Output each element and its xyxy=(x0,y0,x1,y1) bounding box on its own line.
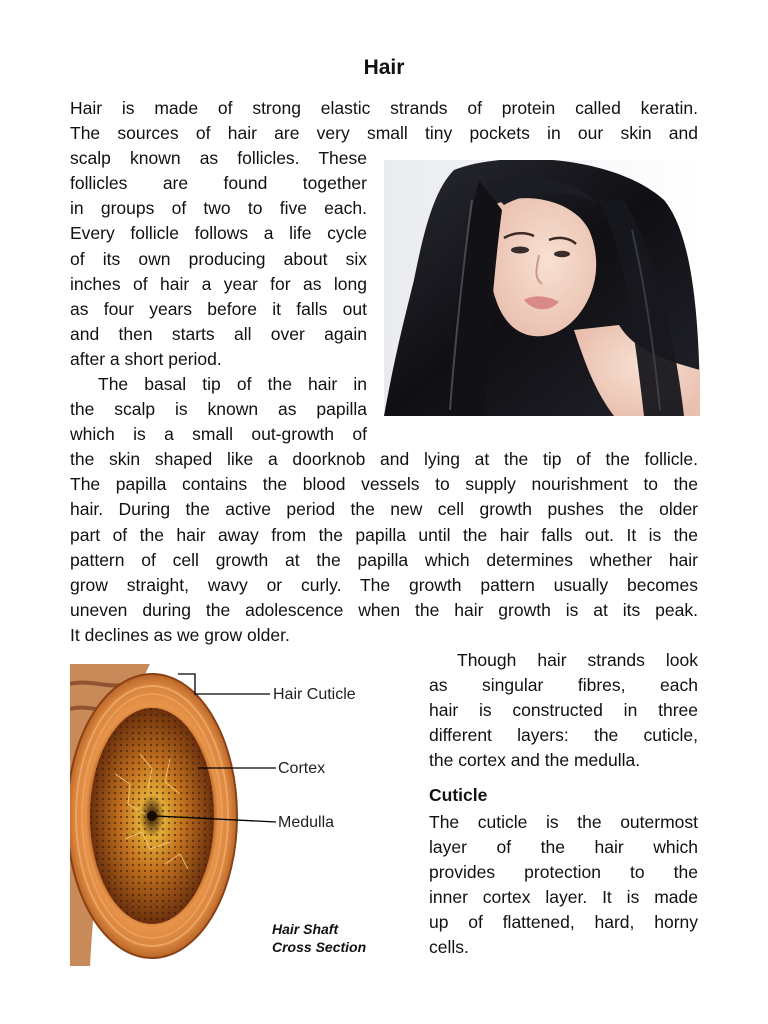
medulla-core xyxy=(147,811,157,821)
label-medulla: Medulla xyxy=(278,814,335,831)
text-line: after a short period. xyxy=(70,348,222,369)
layers-paragraph xyxy=(429,648,698,773)
label-hair-cuticle: Hair Cuticle xyxy=(273,686,356,703)
text-line: It declines as we grow older. xyxy=(70,624,290,645)
text-line: inches of hair a year for as long xyxy=(70,273,367,294)
text-line: different layers: the cuticle, xyxy=(429,725,698,746)
text-line: hair is constructed in three xyxy=(429,700,698,721)
text-line: the cortex and the medulla. xyxy=(429,750,641,771)
text-line: The cuticle is the outermost xyxy=(429,812,698,832)
text-line: cells. xyxy=(429,937,469,958)
text-line: Hair is made of strong elastic strands of protein called keratin. xyxy=(70,98,698,118)
text-line: follicles are found together xyxy=(70,173,367,194)
text-line: Though hair strands look xyxy=(457,650,698,670)
text-line: as four years before it falls out xyxy=(70,298,367,319)
text-line: hair. During the active period the new cell growth pushes the older xyxy=(70,499,698,520)
text-line: uneven during the adolescence when the hair growth is at its peak. xyxy=(70,599,698,620)
text-line: which is a small out-growth of xyxy=(70,424,367,445)
text-line: up of flattened, hard, horny xyxy=(429,912,698,933)
text-line: of its own producing about six xyxy=(70,248,367,269)
label-cortex: Cortex xyxy=(278,760,326,777)
text-line: pattern of cell growth at the papilla which determines whether hair xyxy=(70,549,698,570)
text-line: the skin shaped like a doorknob and lying at the tip of the follicle. xyxy=(70,449,698,470)
caption-line-2: Cross Section xyxy=(272,939,367,955)
cuticle-paragraph xyxy=(429,810,698,961)
text-line: inner cortex layer. It is made xyxy=(429,887,698,908)
cuticle-heading: Cuticle xyxy=(429,785,488,805)
hair-photo xyxy=(384,160,700,416)
text-line: as singular fibres, each xyxy=(429,675,698,696)
text-line: The sources of hair are very small tiny pockets in our skin and xyxy=(70,123,698,144)
caption-line-1: Hair Shaft xyxy=(272,921,339,937)
text-line: The papilla contains the blood vessels to supply nourishment to the xyxy=(70,474,698,495)
text-line: and then starts all over again xyxy=(70,323,367,344)
text-line: The basal tip of the hair in xyxy=(98,374,367,394)
text-line: layer of the hair which xyxy=(429,837,698,858)
hair-cross-section-diagram xyxy=(70,664,412,966)
text-line: in groups of two to five each. xyxy=(70,198,367,219)
text-line: provides protection to the xyxy=(429,862,698,883)
text-line: part of the hair away from the papilla until the hair falls out. It is the xyxy=(70,524,698,545)
text-line: grow straight, wavy or curly. The growth pattern usually becomes xyxy=(70,574,698,595)
page-title: Hair xyxy=(363,56,405,79)
text-line: scalp known as follicles. These xyxy=(70,148,367,169)
text-line: Every follicle follows a life cycle xyxy=(70,223,367,244)
woman-hair-image xyxy=(384,160,700,416)
text-line: the scalp is known as papilla xyxy=(70,399,367,420)
